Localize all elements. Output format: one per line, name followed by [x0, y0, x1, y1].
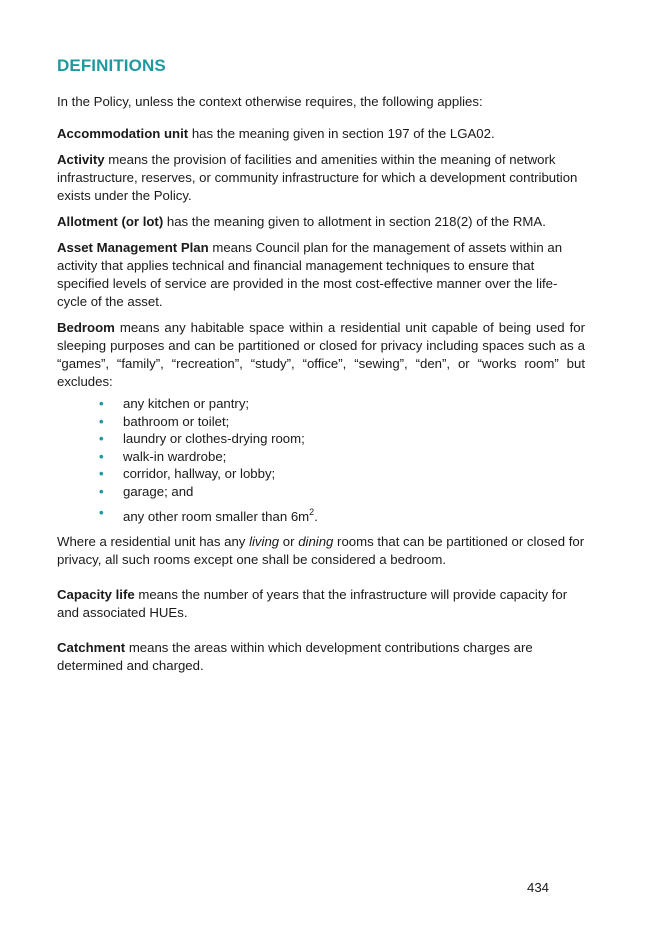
intro-paragraph: In the Policy, unless the context otherwise requires, the following applies: — [57, 94, 483, 109]
definition-term: Accommodation unit — [57, 126, 189, 141]
definition-text: means the number of years that the infrastructure will provide capacity for and associated HUEs. — [57, 587, 568, 621]
definitions-list — [57, 125, 585, 683]
section-heading: DEFINITIONS — [57, 56, 166, 75]
list-item: • corridor, hallway, or lobby; — [99, 466, 276, 482]
definition-text: has the meaning given to allotment in section 218(2) of the RMA. — [163, 214, 546, 229]
definition-text: means the provision of facilities and amenities within the meaning of network infrastructure, reserves, or community infrastructure for which a development contribution exists under the Policy. — [57, 152, 578, 203]
definition-accommodation-unit — [57, 125, 585, 143]
list-item: • any kitchen or pantry; — [99, 396, 250, 411]
list-item: • walk-in wardrobe; — [99, 448, 227, 464]
definition-term: Capacity life — [57, 587, 135, 603]
page-number: 434 — [527, 880, 550, 895]
definition-bedroom — [57, 319, 585, 391]
definition-term: Activity — [57, 152, 105, 167]
bullet-icon: • — [99, 431, 104, 447]
definition-term: Asset Management Plan — [57, 240, 209, 255]
list-item: • laundry or clothes-drying room; — [99, 431, 305, 447]
bedroom-note: Where a residential unit has any living or dining rooms that can be partitioned or closed for privacy, all such rooms except one shall be considered a bedroom. — [57, 534, 585, 568]
definition-asset-management-plan — [57, 239, 585, 311]
list-item: • garage; and — [99, 483, 194, 499]
bullet-icon: • — [99, 448, 104, 464]
definition-catchment — [57, 639, 585, 675]
definition-term: Bedroom — [57, 320, 115, 335]
bullet-icon: • — [99, 466, 104, 482]
list-item: • bathroom or toilet; — [99, 413, 230, 429]
definition-text: means Council plan for the management of assets within an activity that applies technical and financial management techniques to ensure that specified levels of service are provided in the most cost-effective manner over the life-cycle of the asset. — [57, 240, 563, 309]
list-item: • any other room smaller than $6m^2$. — [99, 504, 318, 524]
definition-term: Catchment — [57, 640, 126, 656]
definition-activity — [57, 151, 585, 205]
bullet-icon: • — [99, 396, 104, 411]
definition-text: means any habitable space within a residential unit capable of being used for sleeping purposes and can be partitioned or closed for privacy including spaces such as a “games”, “family”, “recreation”, “study”, “office”, “sewing”, “den”, or “works room” but excludes: — [57, 320, 585, 389]
definition-capacity-life — [57, 586, 585, 622]
definition-term: Allotment (or lot) — [57, 214, 164, 229]
definition-allotment — [57, 213, 585, 231]
bedroom-exclusions-list — [57, 395, 585, 525]
bullet-icon: • — [99, 413, 104, 429]
superscript: 2 — [309, 506, 315, 517]
bullet-icon: • — [99, 504, 104, 520]
bullet-icon: • — [99, 483, 104, 499]
definition-text: means the areas within which development contributions charges are determined and charged. — [57, 640, 533, 674]
definition-text: has the meaning given in section 197 of the LGA02. — [188, 126, 495, 141]
